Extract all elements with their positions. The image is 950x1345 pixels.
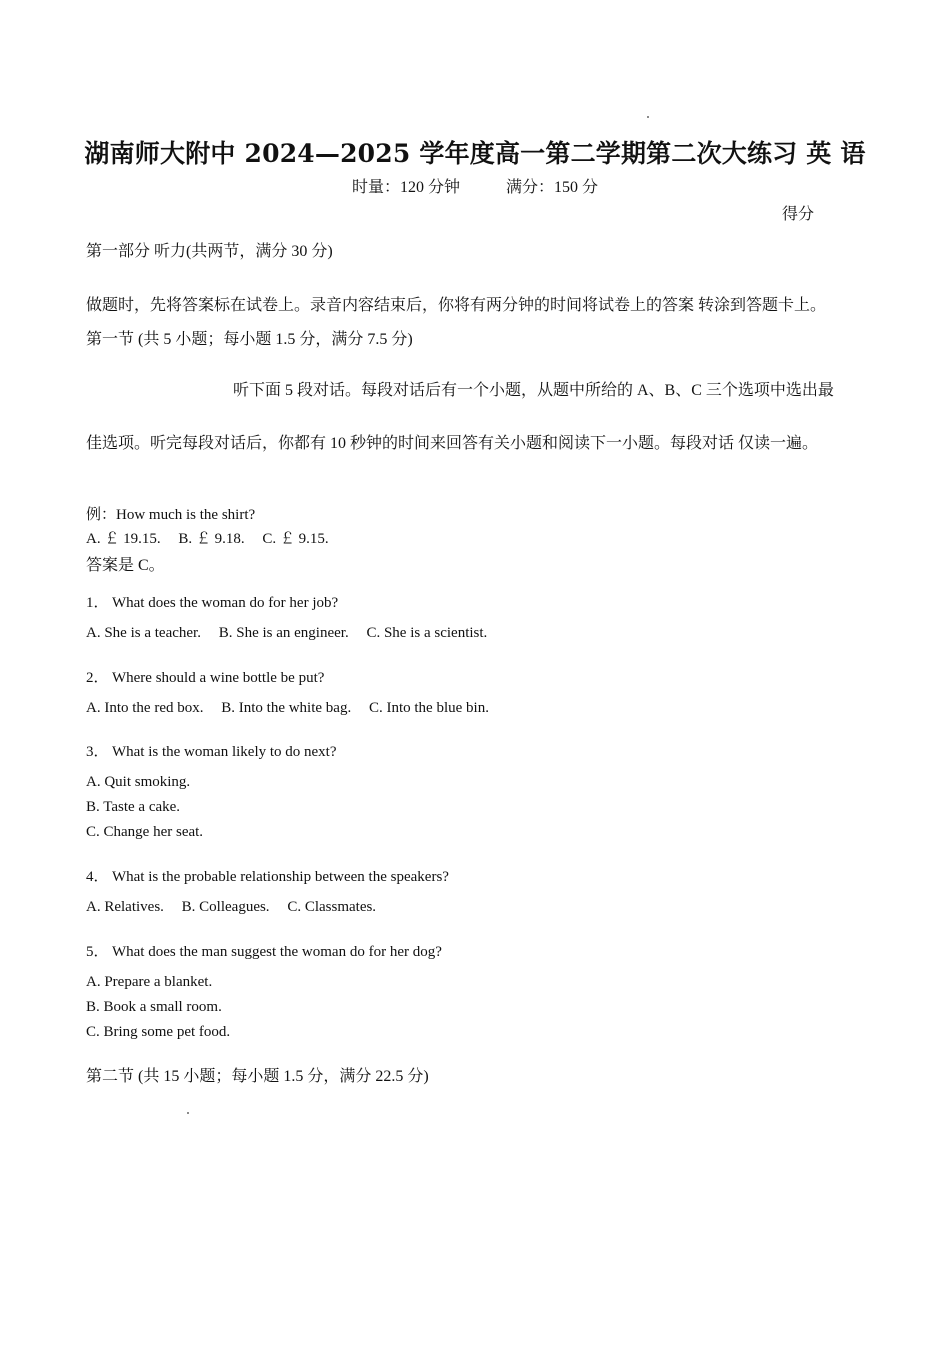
question-1-option-c: C. She is a scientist. [366,625,488,641]
question-3-option-c: C. Change her seat. [86,824,204,840]
full-score: 满分：150 分 [506,179,599,196]
part1-instruction: 做题时，先将答案标在试卷上。录音内容结束后，你将有两分钟的时间将试卷上的答案 转涂到答题卡上。 [86,297,827,314]
section1-instruction-line2: 佳选项。听完每段对话后，你都有 10 秒钟的时间来回答有关小题和阅读下一小题。每段对话 仅读一遍。 [86,435,819,452]
example-answer: 答案是 C。 [86,557,165,574]
section1-heading: 第一节 (共 5 小题；每小题 1.5 分，满分 7.5 分) [86,331,413,348]
question-2-option-c: C. Into the blue bin. [368,700,489,716]
example-question: 例：How much is the shirt? [86,507,256,523]
example-option-b: B. ￡ 9.18. [178,531,245,547]
question-4-options [86,899,390,916]
question-1-option-b: B. She is an engineer. [218,625,349,641]
question-4-stem: 4． What is the probable relationship between the speakers? [86,869,449,885]
question-2-option-a: A. Into the red box. [86,700,204,716]
question-5-option-b: B. Book a small room. [86,999,222,1015]
score-field: 得分 [782,206,815,223]
question-1-stem: 1． What does the woman do for her job? [86,595,339,611]
question-2-stem: 2． Where should a wine bottle be put? [86,670,325,686]
question-5-option-c: C. Bring some pet food. [86,1024,231,1040]
stray-dot-bottom [187,1112,189,1114]
exam-title: 湖南师大附中 2024—2025 学年度高一第二学期第二次大练习 英 语 [84,139,866,168]
example-option-a: A. ￡ 19.15. [86,531,161,547]
question-4-option-a: A. Relatives. [86,899,164,915]
question-5-stem: 5． What does the man suggest the woman do for her dog? [86,944,442,960]
question-1-option-a: A. She is a teacher. [86,625,201,641]
section1-instruction-line1: 听下面 5 段对话。每段对话后有一个小题，从题中所给的 A、B、C 三个选项中选出最 [233,382,834,399]
question-3-option-b: B. Taste a cake. [86,799,181,815]
question-3-stem: 3． What is the woman likely to do next? [86,744,337,760]
question-1-options [86,625,501,642]
question-4-option-c: C. Classmates. [287,899,377,915]
time-limit: 时量：120 分钟 [352,179,461,196]
section2-heading: 第二节 (共 15 小题；每小题 1.5 分，满分 22.5 分) [86,1068,429,1085]
stray-dot [647,116,649,118]
question-2-option-b: B. Into the white bag. [221,700,352,716]
example-options [86,527,343,548]
question-4-option-b: B. Colleagues. [181,899,270,915]
question-3-option-a: A. Quit smoking. [86,774,191,790]
example-option-c: C. ￡ 9.15. [262,531,329,547]
part1-heading: 第一部分 听力(共两节，满分 30 分) [86,243,333,260]
question-5-option-a: A. Prepare a blanket. [86,974,213,990]
question-2-options [86,700,503,717]
